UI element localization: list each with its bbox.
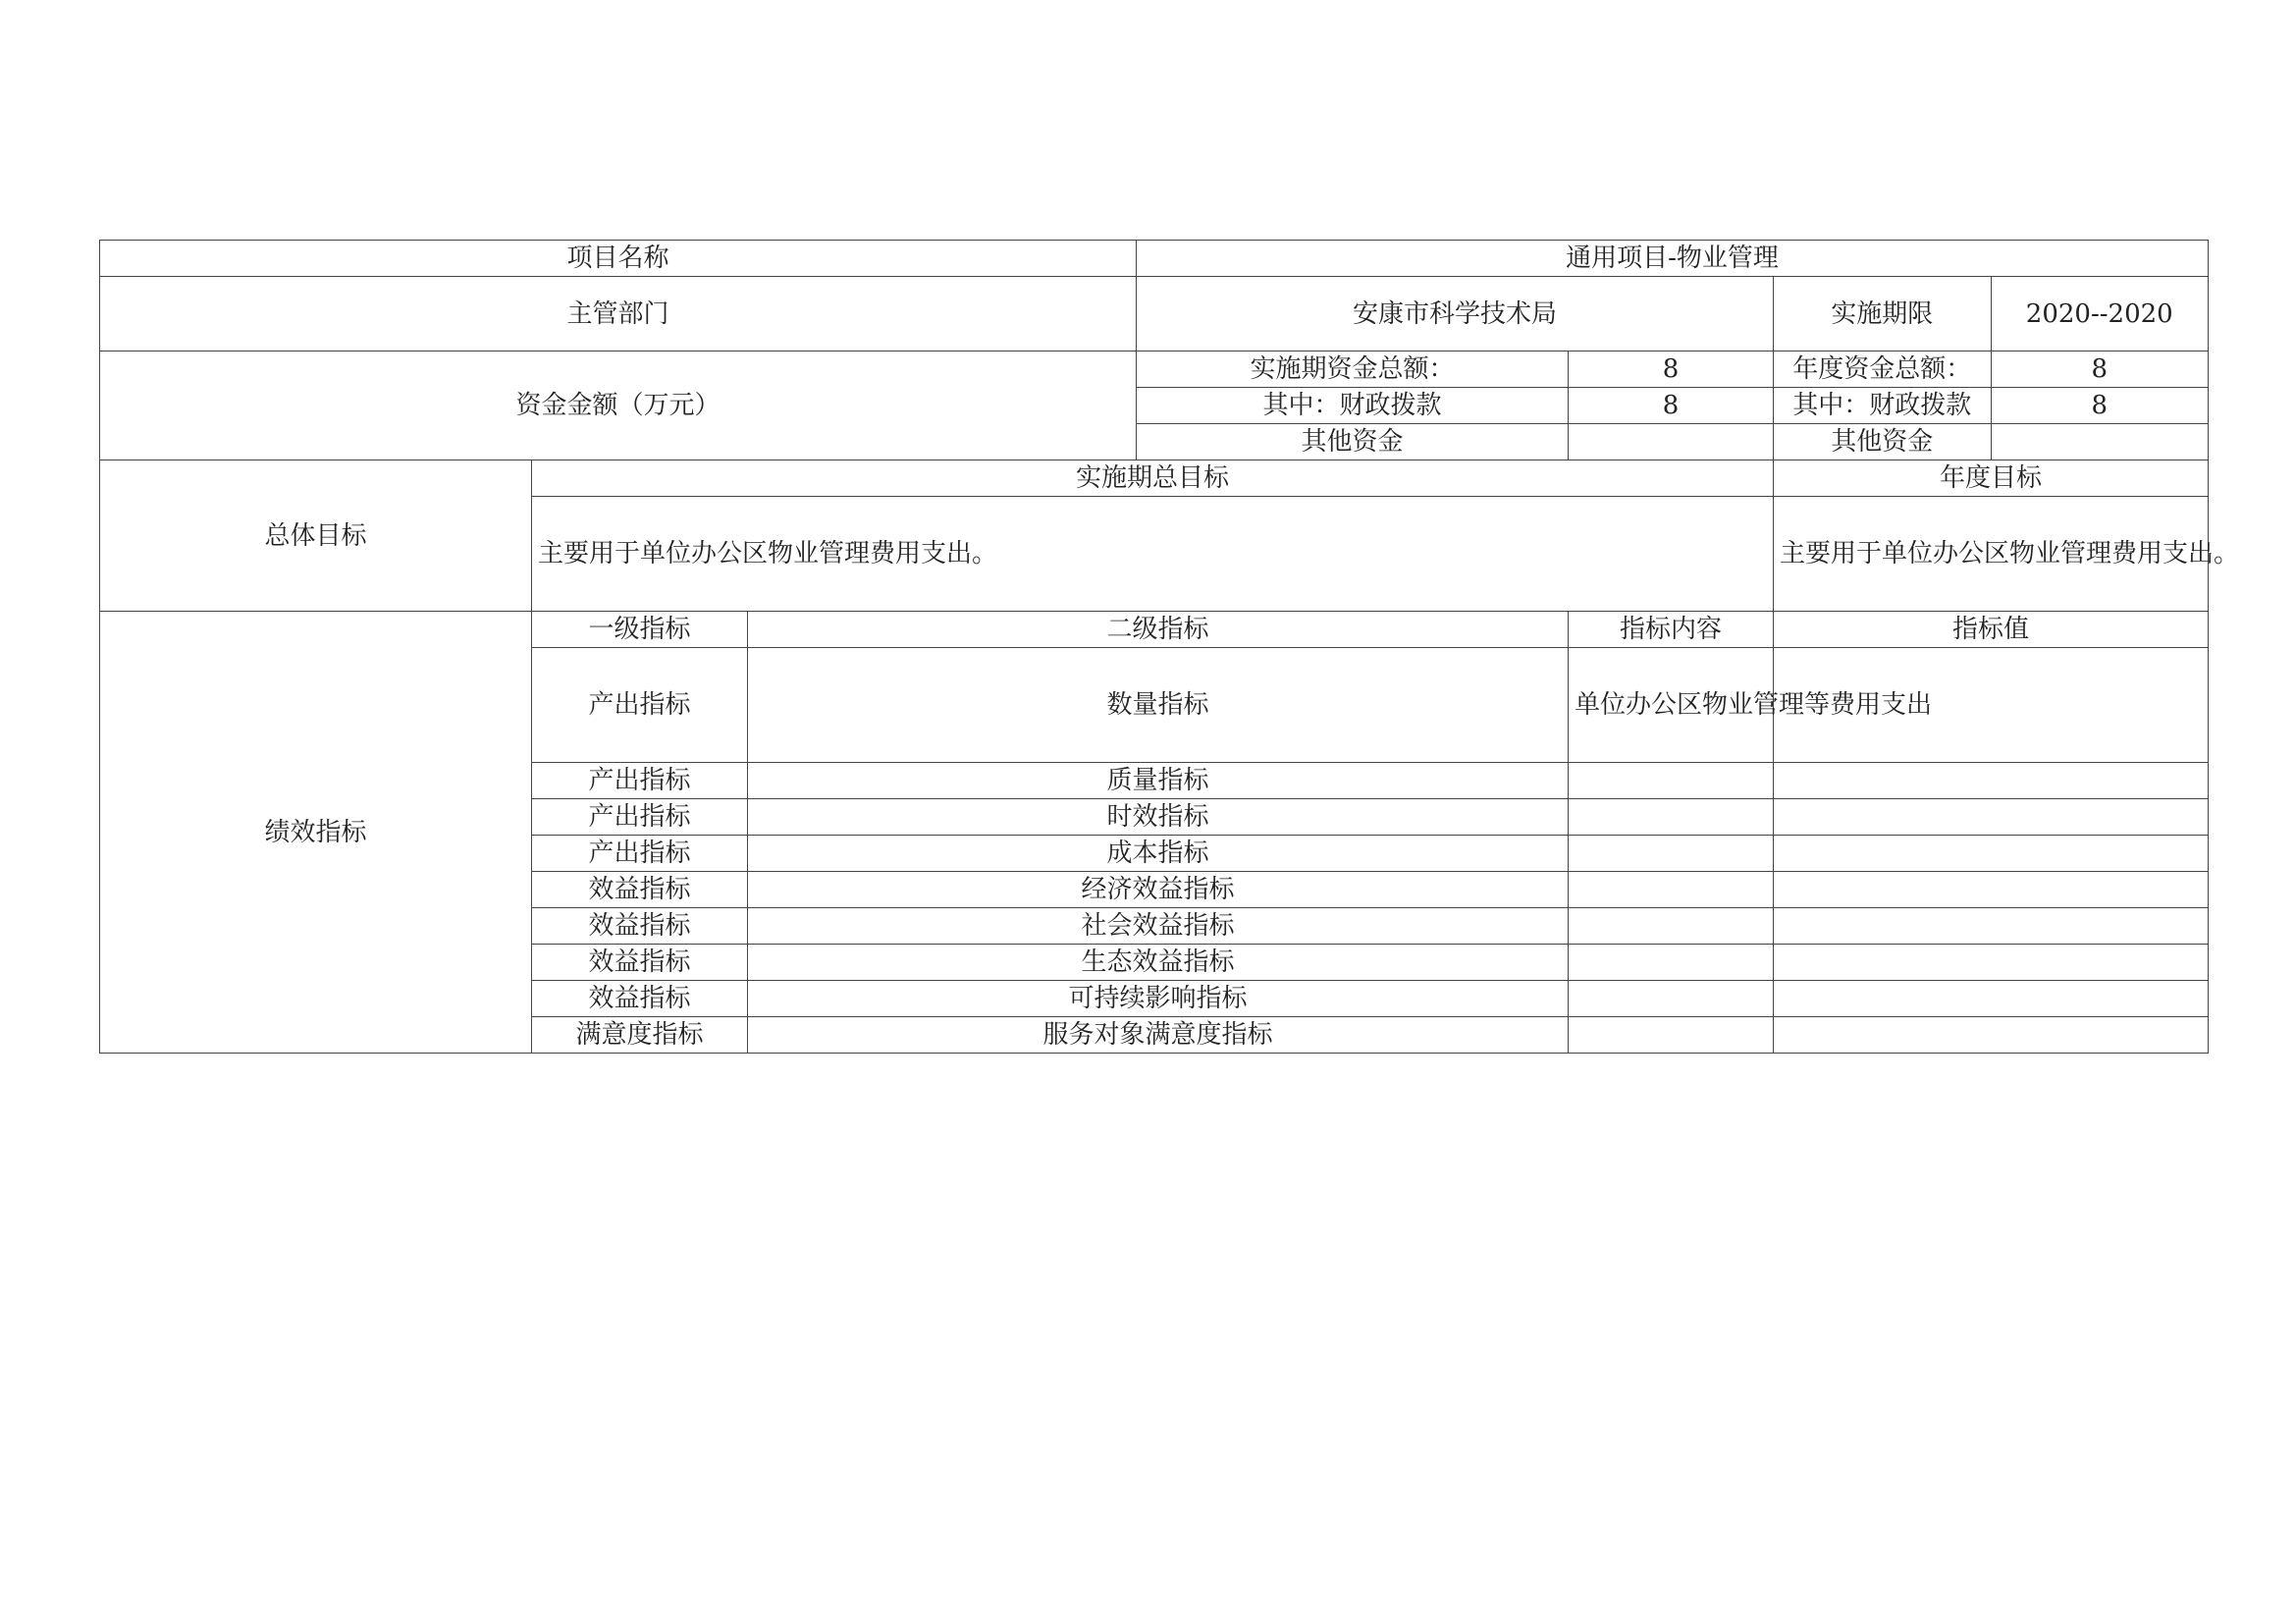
funds-total-year-value: 8	[1991, 352, 2209, 388]
goals-year-header: 年度目标	[1774, 460, 2209, 497]
period-label: 实施期限	[1774, 277, 1991, 352]
indicator-level2: 经济效益指标	[748, 872, 1569, 908]
funds-total-period-value: 8	[1569, 352, 1774, 388]
indicator-header-value: 指标值	[1774, 612, 2209, 648]
indicators-label: 绩效指标	[100, 612, 532, 1054]
indicator-value	[1774, 763, 2209, 799]
indicator-level2: 服务对象满意度指标	[748, 1017, 1569, 1054]
funds-fiscal-period-value: 8	[1569, 388, 1774, 424]
goals-year-text: 主要用于单位办公区物业管理费用支出。	[1774, 497, 2209, 612]
indicator-level2: 生态效益指标	[748, 945, 1569, 981]
goals-label: 总体目标	[100, 460, 532, 612]
funds-total-row	[100, 352, 2209, 388]
project-name-label: 项目名称	[100, 241, 1137, 277]
funds-other-period-value	[1569, 424, 1774, 460]
indicator-level1: 产出指标	[532, 763, 748, 799]
department-row	[100, 277, 2209, 352]
indicator-level2: 社会效益指标	[748, 908, 1569, 945]
indicator-level2: 时效指标	[748, 799, 1569, 836]
funds-other-year-value	[1991, 424, 2209, 460]
indicators-header-row	[100, 612, 2209, 648]
indicator-level1: 产出指标	[532, 836, 748, 872]
indicator-value	[1774, 908, 2209, 945]
indicator-value	[1774, 872, 2209, 908]
indicator-content	[1569, 908, 1774, 945]
funds-total-period-label: 实施期资金总额：	[1137, 352, 1569, 388]
project-name-row	[100, 241, 2209, 277]
department-value: 安康市科学技术局	[1137, 277, 1774, 352]
goals-period-header: 实施期总目标	[532, 460, 1774, 497]
indicator-content	[1569, 836, 1774, 872]
indicator-level1: 效益指标	[532, 908, 748, 945]
indicator-level2: 成本指标	[748, 836, 1569, 872]
indicator-value	[1774, 945, 2209, 981]
indicator-content	[1569, 799, 1774, 836]
indicator-content	[1569, 945, 1774, 981]
indicator-value	[1774, 799, 2209, 836]
indicator-content	[1569, 1017, 1774, 1054]
indicator-header-level1: 一级指标	[532, 612, 748, 648]
funds-fiscal-period-label: 其中：财政拨款	[1137, 388, 1569, 424]
indicator-content	[1569, 872, 1774, 908]
goals-header-row	[100, 460, 2209, 497]
indicator-content	[1569, 981, 1774, 1017]
performance-target-table	[99, 240, 2240, 1054]
funds-label: 资金金额（万元）	[100, 352, 1137, 460]
indicator-value	[1774, 981, 2209, 1017]
funds-other-period-label: 其他资金	[1137, 424, 1569, 460]
indicator-value	[1774, 836, 2209, 872]
indicator-level2: 可持续影响指标	[748, 981, 1569, 1017]
period-value: 2020--2020	[1991, 277, 2209, 352]
indicator-level1: 满意度指标	[532, 1017, 748, 1054]
department-label: 主管部门	[100, 277, 1137, 352]
indicator-level1: 产出指标	[532, 799, 748, 836]
indicator-value	[1774, 1017, 2209, 1054]
funds-fiscal-year-label: 其中：财政拨款	[1774, 388, 1991, 424]
indicator-level1: 效益指标	[532, 981, 748, 1017]
funds-fiscal-year-value: 8	[1991, 388, 2209, 424]
indicator-level1: 效益指标	[532, 945, 748, 981]
project-name-value: 通用项目-物业管理	[1137, 241, 2209, 277]
indicator-content	[1569, 763, 1774, 799]
indicator-level2: 数量指标	[748, 648, 1569, 763]
funds-other-year-label: 其他资金	[1774, 424, 1991, 460]
indicator-content: 单位办公区物业管理等费用支出	[1569, 648, 1774, 763]
funds-total-year-label: 年度资金总额：	[1774, 352, 1991, 388]
indicator-level2: 质量指标	[748, 763, 1569, 799]
goals-period-text: 主要用于单位办公区物业管理费用支出。	[532, 497, 1774, 612]
indicator-header-level2: 二级指标	[748, 612, 1569, 648]
indicator-level1: 产出指标	[532, 648, 748, 763]
indicator-level1: 效益指标	[532, 872, 748, 908]
indicator-header-content: 指标内容	[1569, 612, 1774, 648]
